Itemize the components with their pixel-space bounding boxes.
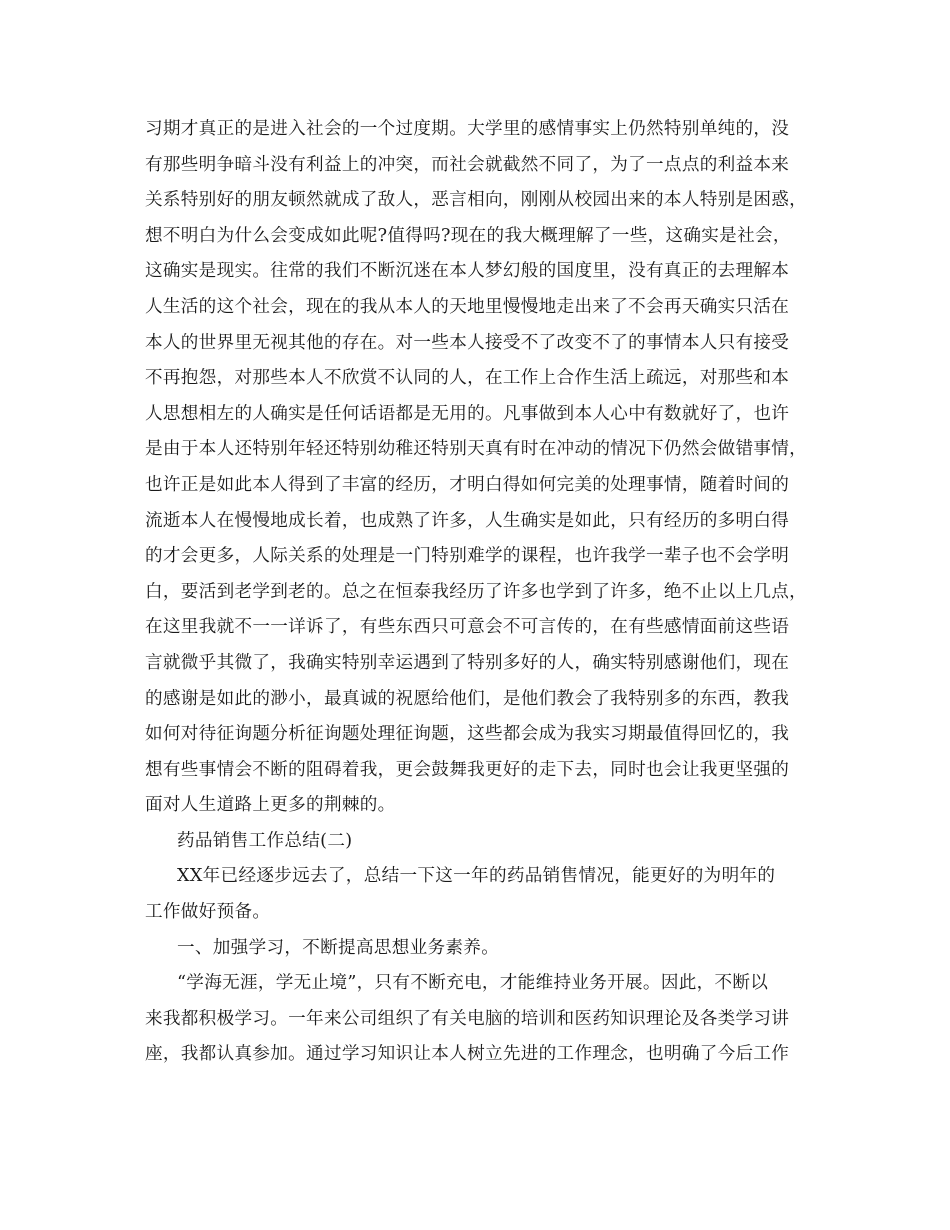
paragraph-start: “学海无涯，学无止境”，只有不断充电，才能维持业务开展。因此，不断以 [177, 973, 769, 994]
text-line: 习期才真正的是进入社会的一个过度期。大学里的感情事实上仍然特别单纯的，没 [145, 119, 790, 139]
subsection-heading: 一、加强学习，不断提高思想业务素养。 [177, 937, 500, 958]
text-line: 人生活的这个社会，现在的我从本人的天地里慢慢地走出来了不会再天确实只活在 [145, 296, 790, 317]
text-line: 人思想相左的人确实是任何话语都是无用的。凡事做到本人心中有数就好了，也许 [145, 403, 790, 424]
text-line: 不再抱怨，对那些本人不欣赏不认同的人，在工作上合作生活上疏远，对那些和本 [145, 368, 790, 389]
text-line: 白，要活到老学到老的。总之在恒泰我经历了许多也学到了许多，绝不止以上几点， [145, 581, 808, 602]
text-line: 流逝本人在慢慢地成长着，也成熟了许多，人生确实是如此，只有经历的多明白得 [145, 510, 790, 531]
text-line: 面对人生道路上更多的荆棘的。 [145, 795, 396, 816]
paragraph-start: XX年已经逐步远去了，总结一下这一年的药品销售情况，能更好的为明年的 [177, 866, 776, 887]
text-line: 有那些明争暗斗没有利益上的冲突，而社会就截然不同了，为了一点点的利益本来 [145, 154, 790, 175]
text-line: 这确实是现实。往常的我们不断沉迷在本人梦幻般的国度里，没有真正的去理解本 [145, 261, 790, 282]
text-line: 如何对待征询题分析征询题处理征询题，这些都会成为我实习期最值得回忆的，我 [145, 724, 790, 745]
text-line: 想有些事情会不断的阻碍着我，更会鼓舞我更好的走下去，同时也会让我更坚强的 [145, 759, 790, 780]
document-body [145, 112, 808, 1073]
text-line: 想不明白为什么会变成如此呢?值得吗?现在的我大概理解了一些，这确实是社会， [145, 225, 791, 246]
text-line: 来我都积极学习。一年来公司组织了有关电脑的培训和医药知识理论及各类学习讲 [145, 1008, 790, 1029]
text-line: 言就微乎其微了，我确实特别幸运遇到了特别多好的人，确实特别感谢他们，现在 [145, 652, 790, 673]
text-line: 的感谢是如此的渺小，最真诚的祝愿给他们，是他们教会了我特别多的东西，教我 [145, 688, 790, 709]
text-line: 在这里我就不一一详诉了，有些东西只可意会不可言传的，在有些感情面前这些语 [145, 617, 790, 638]
text-line: 也许正是如此本人得到了丰富的经历，才明白得如何完美的处理事情，随着时间的 [145, 474, 790, 495]
text-line: 座，我都认真参加。通过学习知识让本人树立先进的工作理念，也明确了今后工作 [145, 1044, 790, 1065]
text-line: 关系特别好的朋友顿然就成了敌人，恶言相向，刚刚从校园出来的本人特别是困惑， [145, 190, 808, 211]
text-line: 工作做好预备。 [145, 902, 271, 923]
section-heading: 药品销售工作总结(二) [177, 830, 353, 851]
text-line: 是由于本人还特别年轻还特别幼稚还特别天真有时在冲动的情况下仍然会做错事情， [145, 439, 808, 460]
text-line: 的才会更多，人际关系的处理是一门特别难学的课程，也许我学一辈子也不会学明 [145, 546, 790, 567]
text-line: 本人的世界里无视其他的存在。对一些本人接受不了改变不了的事情本人只有接受 [145, 332, 790, 353]
